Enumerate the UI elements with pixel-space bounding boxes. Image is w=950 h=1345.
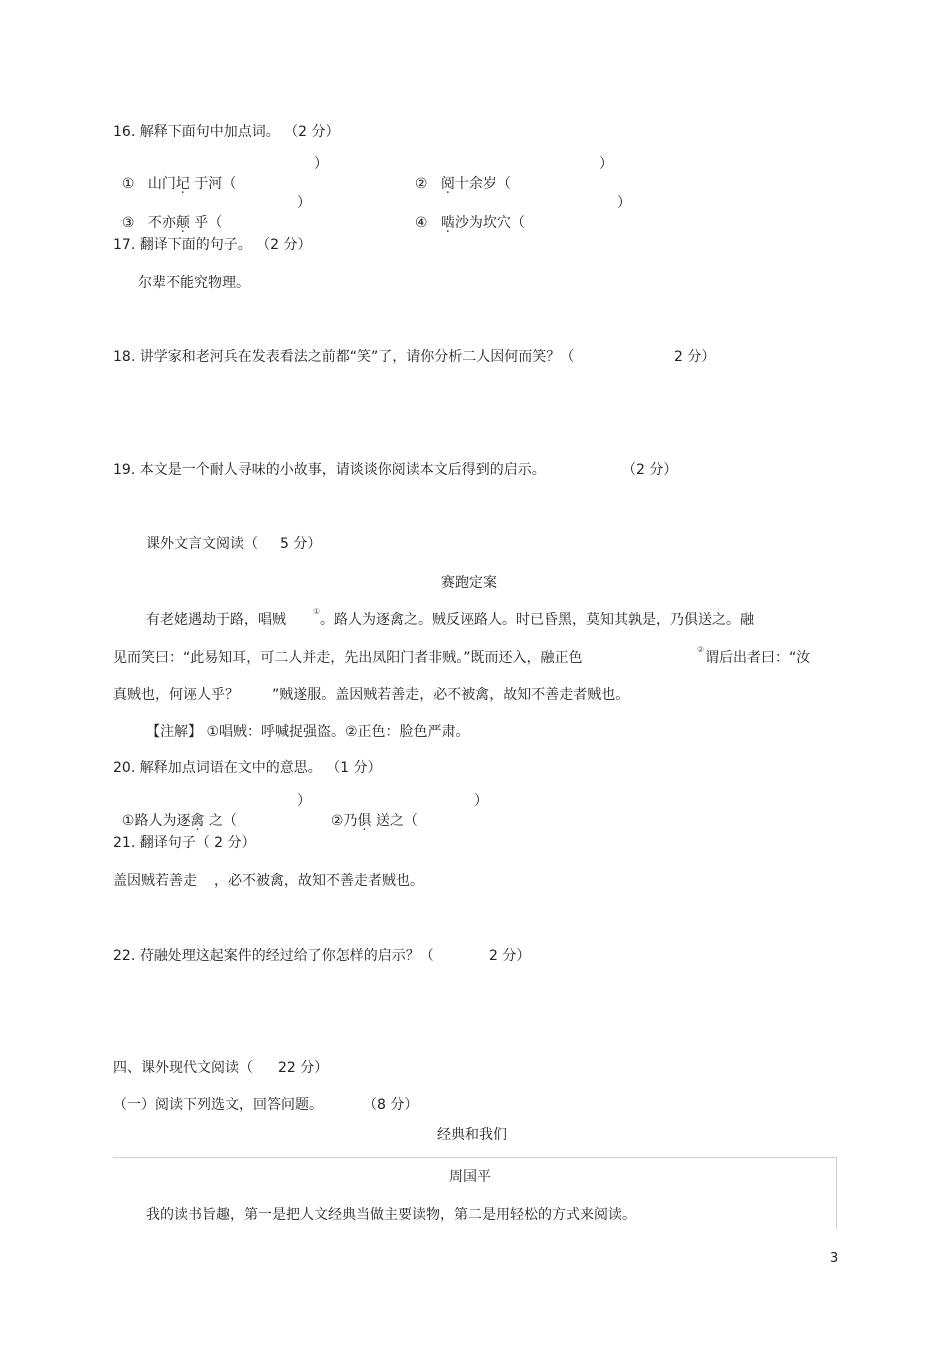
passage-line-3b: ”贼遂服。盖因贼若善走，必不被禽，故知不善走者贼也。 — [272, 687, 630, 703]
section4-heading: 四、课外现代文阅读（ — [113, 1060, 253, 1076]
q18-score: 2 分） — [674, 349, 716, 365]
passage-line-2a: 见而笑曰：“此易知耳，可二人并走，先出凤阳门者非贼。”既而还入，融正色 — [113, 650, 583, 666]
extra-reading-heading: 课外文言文阅读（ — [146, 536, 258, 552]
q16-item-3-post: 乎（ — [194, 215, 223, 231]
q16-item-2-post: 十余岁（ — [454, 176, 511, 192]
q17-title: 17. 翻译下面的句子。 （2 分） — [113, 237, 312, 253]
q18-title: 18. 讲学家和老河兵在发表看法之前都“笑”了，请你分析二人因何而笑？（ — [113, 349, 575, 365]
q16-item-2 — [406, 154, 511, 194]
article-frame-right — [836, 1157, 837, 1229]
q16-item-3 — [113, 193, 222, 233]
q16-item-4-num: ④ — [414, 215, 428, 231]
q16-item-2-num: ② — [414, 176, 428, 192]
q16-item-1-close: ） — [314, 156, 328, 172]
footnote-marker-2: ② — [697, 645, 705, 654]
q16-item-1-pre: 山门 — [147, 176, 176, 192]
q19-title: 19. 本文是一个耐人寻味的小故事，请谈谈你阅读本文后得到的启示。 — [113, 462, 546, 478]
passage-title: 赛跑定案 — [441, 575, 497, 591]
q17-sentence: 尔辈不能究物理。 — [138, 275, 250, 291]
q16-item-4 — [406, 193, 525, 233]
article-title: 经典和我们 — [437, 1127, 507, 1143]
section4-score: 22 分） — [278, 1060, 329, 1076]
q16-item-4-close: ） — [617, 195, 631, 211]
page-number: 3 — [830, 1251, 839, 1266]
q21-title: 21. 翻译句子（ 2 分） — [113, 835, 256, 851]
passage-line-1b: 。路人为逐禽之。贼反诬路人。时已昏黑，莫知其孰是，乃俱送之。融 — [320, 612, 754, 628]
q20-item-2-pre: ②乃 — [330, 813, 358, 829]
q20-item-2-post: 送之（ — [375, 813, 418, 829]
q20-item-2 — [322, 791, 418, 831]
q16-item-3-num: ③ — [121, 215, 135, 231]
q20-item-1 — [113, 791, 237, 831]
article-frame-top — [113, 1157, 837, 1158]
q20-item-2-close: ） — [474, 793, 488, 809]
passage-line-1a: 有老姥遇劫于路，唱贼 — [146, 612, 286, 628]
q16-item-4-post: 沙为坎穴（ — [454, 215, 525, 231]
q16-item-2-close: ） — [599, 156, 613, 172]
q20-item-1-pre: ①路人为逐 — [121, 813, 191, 829]
q16-title: 16. 解释下面句中加点词。 （2 分） — [113, 124, 340, 140]
passage-line-3: 真贼也，何诬人乎？ — [113, 687, 239, 703]
q16-item-3-pre: 不亦 — [147, 215, 176, 231]
q22-score: 2 分） — [489, 948, 531, 964]
q16-item-1-post: 于河（ — [194, 176, 237, 192]
extra-reading-score: 5 分） — [280, 536, 322, 552]
article-author: 周国平 — [449, 1169, 491, 1185]
passage-line-2b: 谓后出者曰：“汝 — [705, 650, 811, 666]
q16-item-2-dotted: 阅 — [440, 176, 455, 192]
passage-note: 【注解】 ①唱贼：呼喊捉强盗。②正色：脸色严肃。 — [146, 724, 470, 740]
article-first-line: 我的读书旨趣，第一是把人文经典当做主要读物，第二是用轻松的方式来阅读。 — [146, 1207, 636, 1223]
q16-item-1-num: ① — [121, 176, 135, 192]
q16-item-4-dotted: 啮 — [440, 215, 455, 231]
q16-item-1-dotted: 圮 — [175, 176, 190, 192]
part1-score: （8 分） — [363, 1097, 419, 1113]
q20-item-1-dotted: 禽 — [190, 813, 205, 829]
q20-item-1-close: ） — [297, 793, 311, 809]
q20-item-2-dotted: 俱 — [357, 813, 372, 829]
q20-item-1-post: 之（ — [208, 813, 237, 829]
q20-title: 20. 解释加点词语在文中的意思。 （1 分） — [113, 760, 382, 776]
q16-item-3-close: ） — [297, 195, 311, 211]
q22-title: 22. 苻融处理这起案件的经过给了你怎样的启示？（ — [113, 948, 434, 964]
q21-sentence-b: ，必不被禽，故知不善走者贼也。 — [214, 873, 424, 889]
part1-heading: （一）阅读下列选文，回答问题。 — [113, 1097, 323, 1113]
footnote-marker-1: ① — [313, 607, 321, 616]
q21-sentence-a: 盖因贼若善走 — [113, 873, 197, 889]
q19-score: （2 分） — [622, 462, 678, 478]
q16-item-1 — [113, 154, 236, 194]
q16-item-3-dotted: 颠 — [175, 215, 190, 231]
